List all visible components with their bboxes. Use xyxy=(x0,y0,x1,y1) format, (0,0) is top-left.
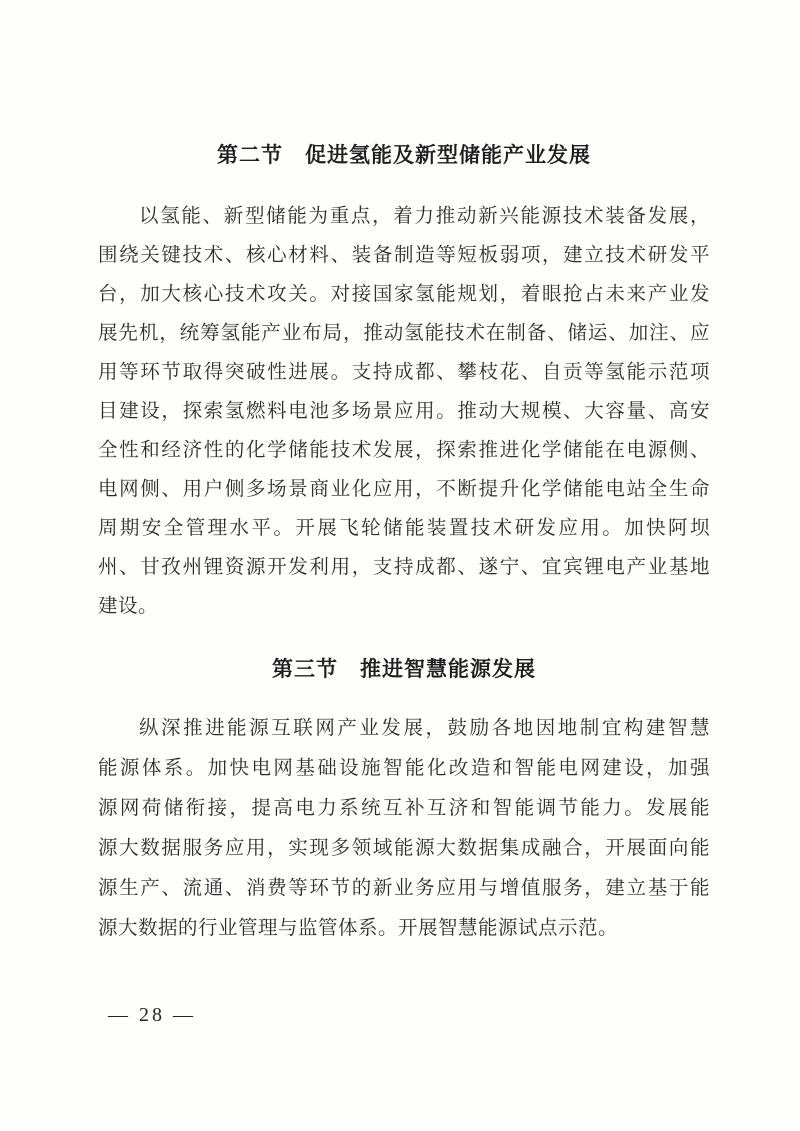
paragraph-line: 纵深推进能源互联网产业发展，鼓励各地因地制宜构建智慧 xyxy=(139,718,710,739)
paragraph-line: 电网侧、用户侧多场景商业化应用，不断提升化学储能电站全生命 xyxy=(98,479,710,500)
paragraph-line: 以氢能、新型储能为重点，着力推动新兴能源技术装备发展， xyxy=(139,206,710,227)
paragraph-line: 展先机，统筹氢能产业布局，推动氢能技术在制备、储运、加注、应 xyxy=(98,323,710,344)
paragraph-line: 围绕关键技术、核心材料、装备制造等短板弱项，建立技术研发平 xyxy=(98,245,710,266)
page-number: — 28 — xyxy=(108,1004,196,1026)
section-2-paragraph xyxy=(98,197,710,626)
paragraph-line: 周期安全管理水平。开展飞轮储能装置技术研发应用。加快阿坝 xyxy=(98,518,710,539)
paragraph-line: 能源体系。加快电网基础设施智能化改造和智能电网建设，加强 xyxy=(98,758,710,779)
paragraph-line: 建设。 xyxy=(98,596,159,617)
paragraph-line: 目建设，探索氢燃料电池多场景应用。推动大规模、大容量、高安 xyxy=(98,401,710,422)
section-3-heading: 第三节 推进智慧能源发展 xyxy=(272,657,536,681)
paragraph-line: 源生产、流通、消费等环节的新业务应用与增值服务，建立基于能 xyxy=(98,878,710,899)
paragraph-line: 州、甘孜州锂资源开发利用，支持成都、遂宁、宜宾锂电产业基地 xyxy=(98,557,710,578)
paragraph-line: 用等环节取得突破性进展。支持成都、攀枝花、自贡等氢能示范项 xyxy=(98,362,710,383)
paragraph-line: 源网荷储衔接，提高电力系统互补互济和智能调节能力。发展能 xyxy=(98,798,710,819)
section-3-paragraph xyxy=(98,709,710,949)
paragraph-line: 全性和经济性的化学储能技术发展，探索推进化学储能在电源侧、 xyxy=(98,440,710,461)
section-2-heading: 第二节 促进氢能及新型储能产业发展 xyxy=(217,143,591,167)
paragraph-line: 源大数据服务应用，实现多领域能源大数据集成融合，开展面向能 xyxy=(98,838,710,859)
paragraph-line: 源大数据的行业管理与监管体系。开展智慧能源试点示范。 xyxy=(98,918,619,939)
paragraph-line: 台，加大核心技术攻关。对接国家氢能规划，着眼抢占未来产业发 xyxy=(98,284,710,305)
